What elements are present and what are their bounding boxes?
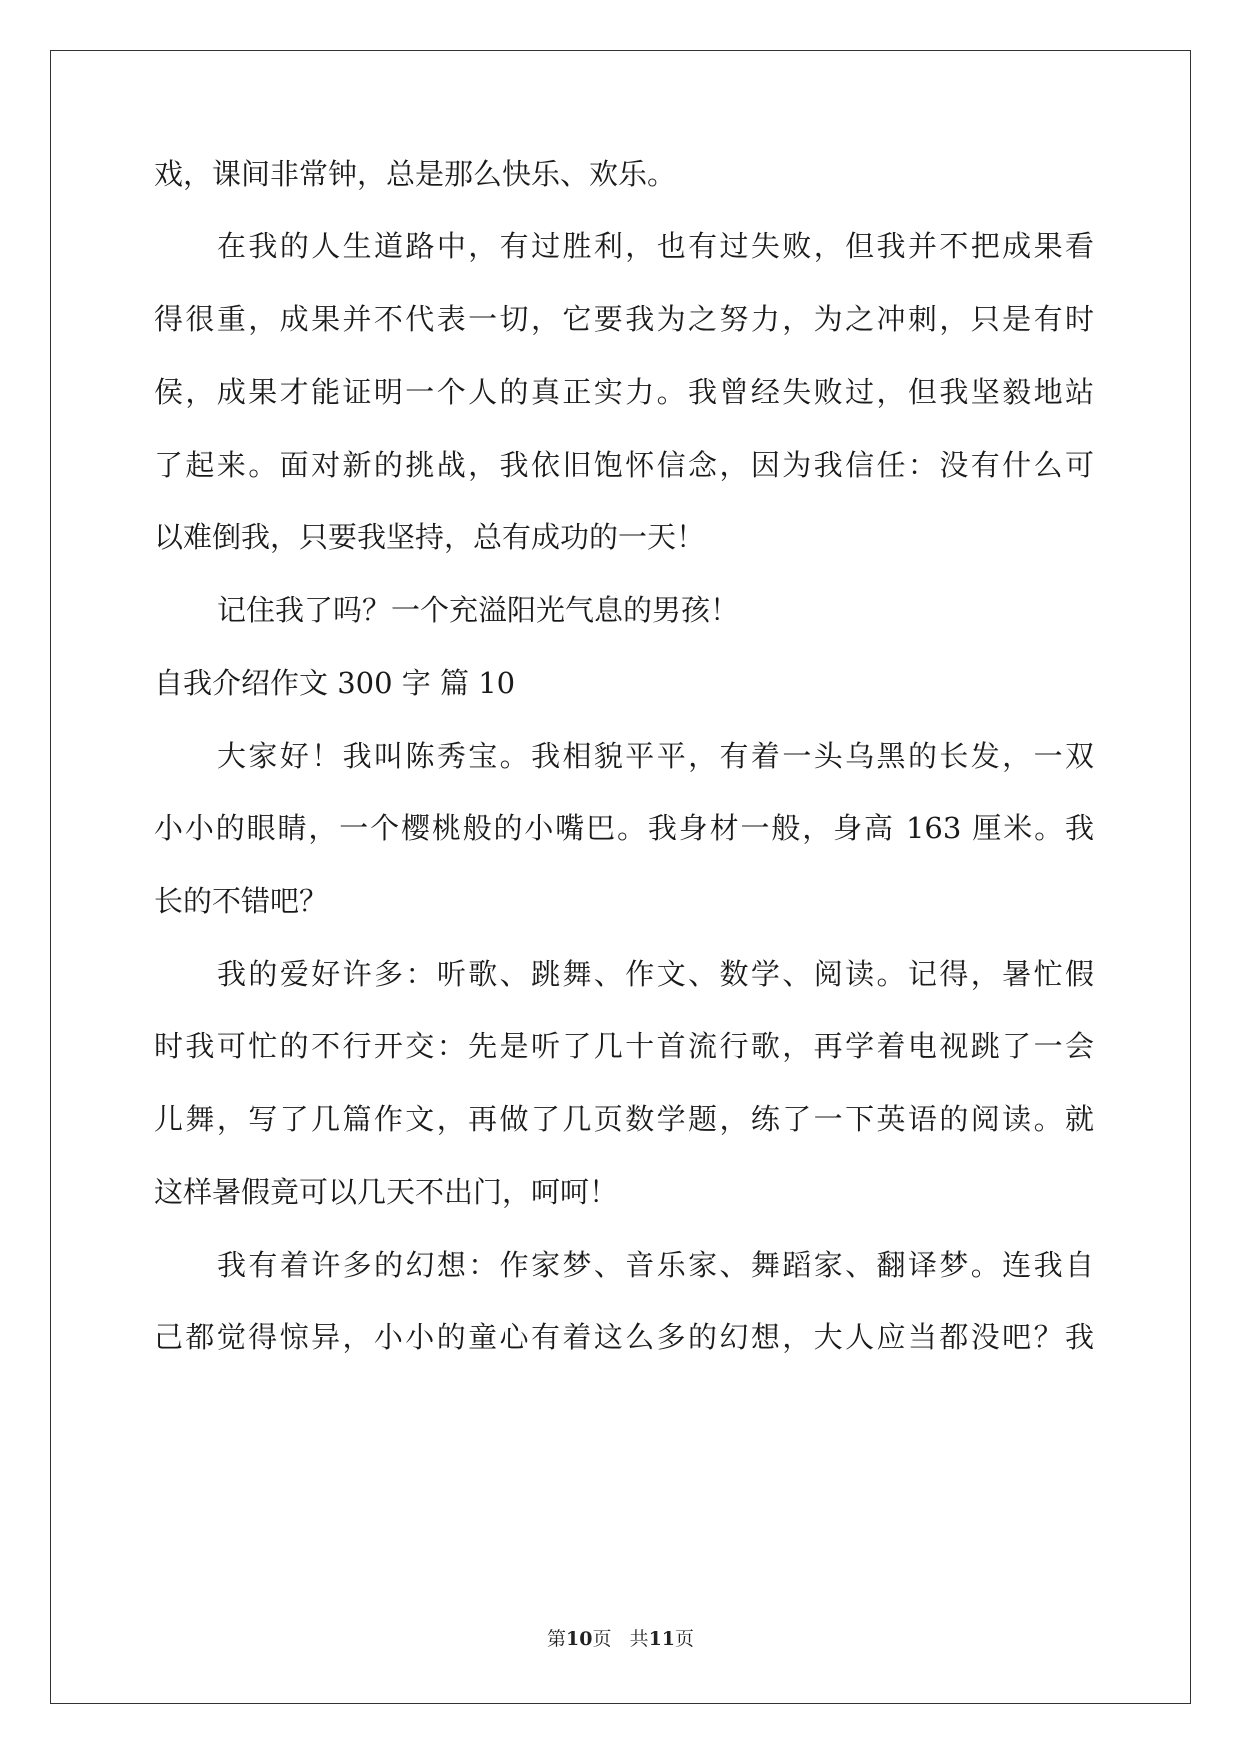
paragraph-first-line: 大家好！我叫陈秀宝。我相貌平平，有着一头乌黑的长发，一双 <box>217 739 1094 773</box>
text-line: 长的不错吧？ <box>154 884 329 918</box>
footer-suffix: 页 <box>675 1628 695 1650</box>
text-line: 这样暑假竟可以几天不出门，呵呵！ <box>154 1175 619 1209</box>
text-line: 小小的眼睛，一个樱桃般的小嘴巴。我身材一般，身高 163 厘米。我 <box>154 811 1094 845</box>
text-line: 时我可忙的不行开交：先是听了几十首流行歌，再学着电视跳了一会 <box>154 1029 1094 1063</box>
text-line: 了起来。面对新的挑战，我依旧饱怀信念，因为我信任：没有什么可 <box>154 448 1094 482</box>
footer-middle: 页 共 <box>592 1628 649 1650</box>
text-line: 戏，课间非常钟，总是那么快乐、欢乐。 <box>154 157 677 191</box>
text-line: 己都觉得惊异，小小的童心有着这么多的幻想，大人应当都没吧？我 <box>154 1320 1094 1354</box>
paragraph-first-line: 我的爱好许多：听歌、跳舞、作文、数学、阅读。记得，暑忙假 <box>217 957 1094 991</box>
text-line: 以难倒我，只要我坚持，总有成功的一天！ <box>154 520 706 554</box>
text-line: 儿舞，写了几篇作文，再做了几页数学题，练了一下英语的阅读。就 <box>154 1102 1094 1136</box>
total-pages-number: 11 <box>648 1628 676 1650</box>
section-heading: 自我介绍作文 300 字 篇 10 <box>154 666 516 700</box>
page-footer <box>0 1626 1241 1652</box>
paragraph-first-line: 记住我了吗？一个充溢阳光气息的男孩！ <box>217 593 740 627</box>
paragraph-first-line: 我有着许多的幻想：作家梦、音乐家、舞蹈家、翻译梦。连我自 <box>217 1248 1094 1282</box>
text-line: 侯，成果才能证明一个人的真正实力。我曾经失败过，但我坚毅地站 <box>154 375 1094 409</box>
footer-prefix: 第 <box>546 1628 566 1650</box>
current-page-number: 10 <box>565 1628 593 1650</box>
paragraph-first-line: 在我的人生道路中，有过胜利，也有过失败，但我并不把成果看 <box>217 229 1094 263</box>
text-line: 得很重，成果并不代表一切，它要我为之努力，为之冲刺，只是有时 <box>154 302 1094 336</box>
